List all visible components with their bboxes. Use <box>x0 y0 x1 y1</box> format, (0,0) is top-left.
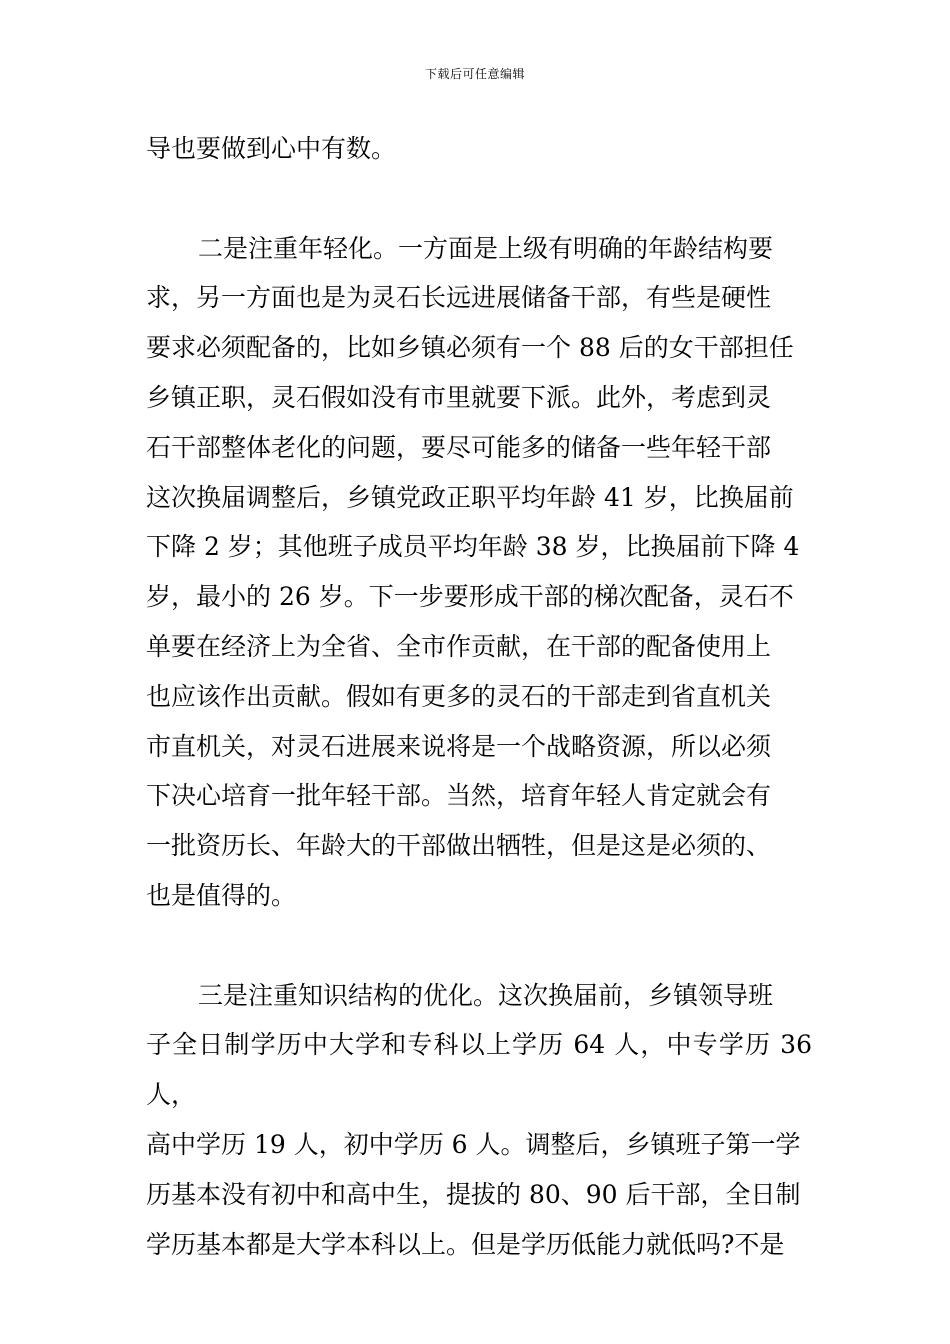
text-line: 这次换届调整后，乡镇党政正职平均年龄 41 岁，比换届前 <box>146 482 794 512</box>
text-line: 乡镇正职，灵石假如没有市里就要下派。此外，考虑到灵 <box>146 382 772 412</box>
text-line: 岁，最小的 26 岁。下一步要形成干部的梯次配备，灵石不 <box>146 582 794 612</box>
paragraph-gap <box>146 174 812 224</box>
paragraph-youth <box>146 224 812 921</box>
paragraph-gap <box>146 921 812 971</box>
text-line: 历基本没有初中和高中生，提拔的 80、90 后干部，全日制 <box>146 1179 801 1209</box>
text-line: 下降 2 岁；其他班子成员平均年龄 38 岁，比换届前下降 4 <box>146 532 800 562</box>
text-line: 单要在经济上为全省、全市作贡献，在干部的配备使用上 <box>146 631 772 661</box>
text-line: 学历基本都是大学本科以上。但是学历低能力就低吗?不是 <box>146 1229 785 1259</box>
text-line: 高中学历 19 人，初中学历 6 人。调整后，乡镇班子第一学 <box>146 1129 801 1159</box>
paragraph-continuation <box>146 124 812 174</box>
text-line: 也应该作出贡献。假如有更多的灵石的干部走到省直机关 <box>146 681 772 711</box>
text-line: 二是注重年轻化。一方面是上级有明确的年龄结构要 <box>198 233 774 263</box>
text-line: 石干部整体老化的问题，要尽可能多的储备一些年轻干部 <box>146 432 772 462</box>
page-header: 下载后可任意编辑 <box>424 67 525 81</box>
text-line: 市直机关，对灵石进展来说将是一个战略资源，所以必须 <box>146 731 772 761</box>
document-body <box>146 124 812 1269</box>
text-line: 三是注重知识结构的优化。这次换届前，乡镇领导班 <box>198 980 774 1010</box>
text-line: 子全日制学历中大学和专科以上学历 64 人，中专学历 36 人， <box>146 1030 812 1110</box>
text-line: 一批资历长、年龄大的干部做出牺牲，但是这是必须的、 <box>146 831 772 861</box>
text-line: 也是值得的。 <box>146 880 297 910</box>
text-line: 导也要做到心中有数。 <box>146 134 397 163</box>
paragraph-knowledge <box>146 971 812 1270</box>
text-line: 要求必须配备的，比如乡镇必须有一个 88 后的女干部担任 <box>146 333 794 363</box>
text-line: 下决心培育一批年轻干部。当然，培育年轻人肯定就会有 <box>146 781 772 811</box>
text-line: 求，另一方面也是为灵石长远进展储备干部，有些是硬性 <box>146 283 772 313</box>
